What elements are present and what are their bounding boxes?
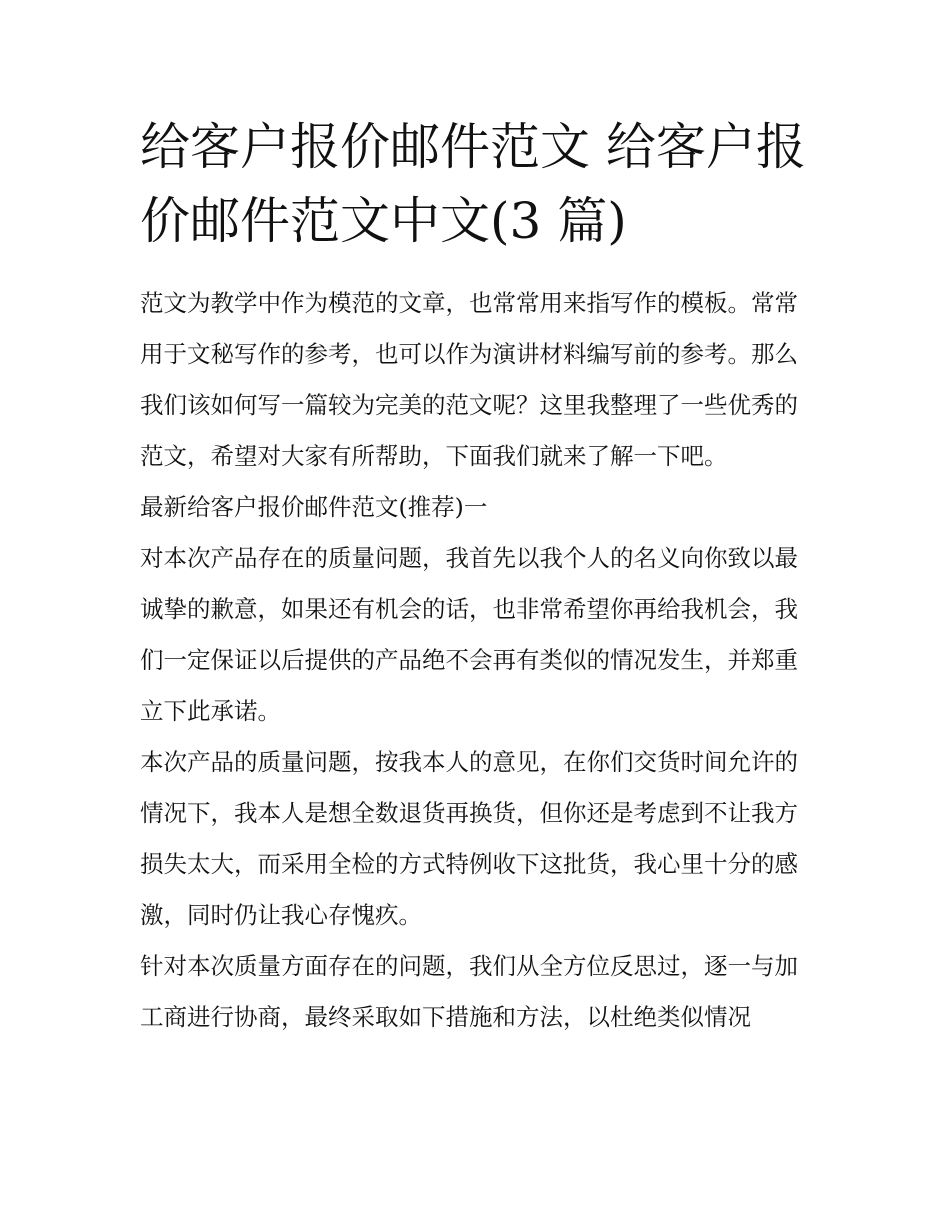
body-paragraph: 本次产品的质量问题，按我本人的意见，在你们交货时间允许的情况下，我本人是想全数退货再换货，但你还是考虑到不让我方损失太大，而采用全检的方式特例收下这批货，我心里十分的感激，同时仍让我心存愧疚。: [140, 748, 798, 929]
body-paragraph: 针对本次质量方面存在的问题，我们从全方位反思过，逐一与加工商进行协商，最终采取如下措施和方法，以杜绝类似情况: [140, 952, 798, 1031]
section-heading: 最新给客户报价邮件范文(推荐)一: [140, 493, 488, 521]
document-body: [140, 278, 820, 1043]
intro-paragraph: 范文为教学中作为模范的文章，也常常用来指写作的模板。常常用于文秘写作的参考，也可以作为演讲材料编写前的参考。那么我们该如何写一篇较为完美的范文呢？这里我整理了一些优秀的范文，希望对大家有所帮助，下面我们就来了解一下吧。: [140, 289, 798, 470]
body-paragraph: 对本次产品存在的质量问题，我首先以我个人的名义向你致以最诚挚的歉意，如果还有机会的话，也非常希望你再给我机会，我们一定保证以后提供的产品绝不会再有类似的情况发生，并郑重立下此承诺。: [140, 544, 798, 725]
document-title: 给客户报价邮件范文 给客户报价邮件范文中文(3 篇): [140, 118, 806, 250]
